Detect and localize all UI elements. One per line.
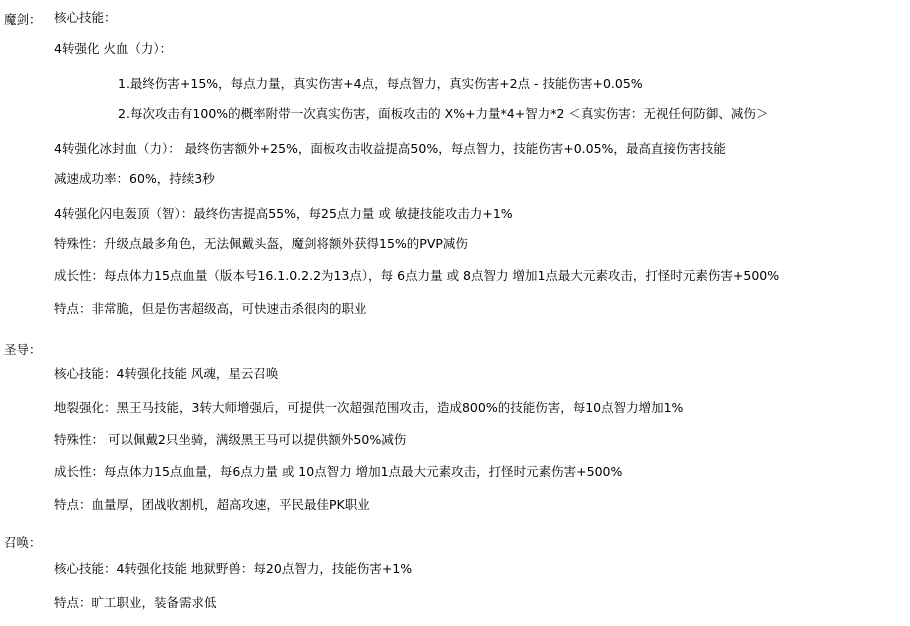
text-line: 核心技能：4转强化技能 风魂，星云召唤 [54,366,279,381]
text-line: 4转强化闪电轰顶（智）：最终伤害提高55%，每25点力量 或 敏捷技能攻击力+1% [54,206,513,221]
text-line: 地裂强化：黑王马技能，3转大师增强后，可提供一次超强范围攻击，造成800%的技能伤害，每10点智力增加1% [54,400,684,415]
class-title: 圣导： [4,342,42,357]
text-line: 核心技能： [54,10,117,25]
text-line: 特点：血量厚，团战收割机，超高攻速，平民最佳PK职业 [54,497,370,512]
text-line: 特殊性： 可以佩戴2只坐骑，满级黑王马可以提供额外50%减伤 [54,432,407,447]
text-line: 特点：非常脆，但是伤害超级高，可快速击杀很肉的职业 [54,301,367,316]
text-line: 2.每次攻击有100%的概率附带一次真实伤害，面板攻击的 X%+力量*4+智力*2 ＜真实伤害：无视任何防御、减伤＞ [118,106,769,121]
text-line: 减速成功率：60%，持续3秒 [54,171,215,186]
class-title: 召唤： [4,535,42,550]
text-line: 成长性：每点体力15点血量，每6点力量 或 10点智力 增加1点最大元素攻击，打怪时元素伤害+500% [54,464,623,479]
class-title: 魔剑： [4,12,42,27]
text-line: 成长性：每点体力15点血量（版本号16.1.0.2.2为13点），每 6点力量 或 8点智力 增加1点最大元素攻击，打怪时元素伤害+500% [54,268,780,283]
text-line: 核心技能：4转强化技能 地狱野兽：每20点智力，技能伤害+1% [54,561,413,576]
text-line: 特点：旷工职业，装备需求低 [54,595,217,610]
text-line: 特殊性：升级点最多角色，无法佩戴头盔，魔剑将额外获得15%的PVP减伤 [54,236,468,251]
text-line: 4转强化冰封血（力）： 最终伤害额外+25%，面板攻击收益提高50%，每点智力，技能伤害+0.05%，最高直接伤害技能 [54,141,726,156]
text-line: 1.最终伤害+15%，每点力量，真实伤害+4点，每点智力，真实伤害+2点 - 技能伤害+0.05% [118,76,643,91]
text-line: 4转强化 火血（力）： [54,41,173,56]
